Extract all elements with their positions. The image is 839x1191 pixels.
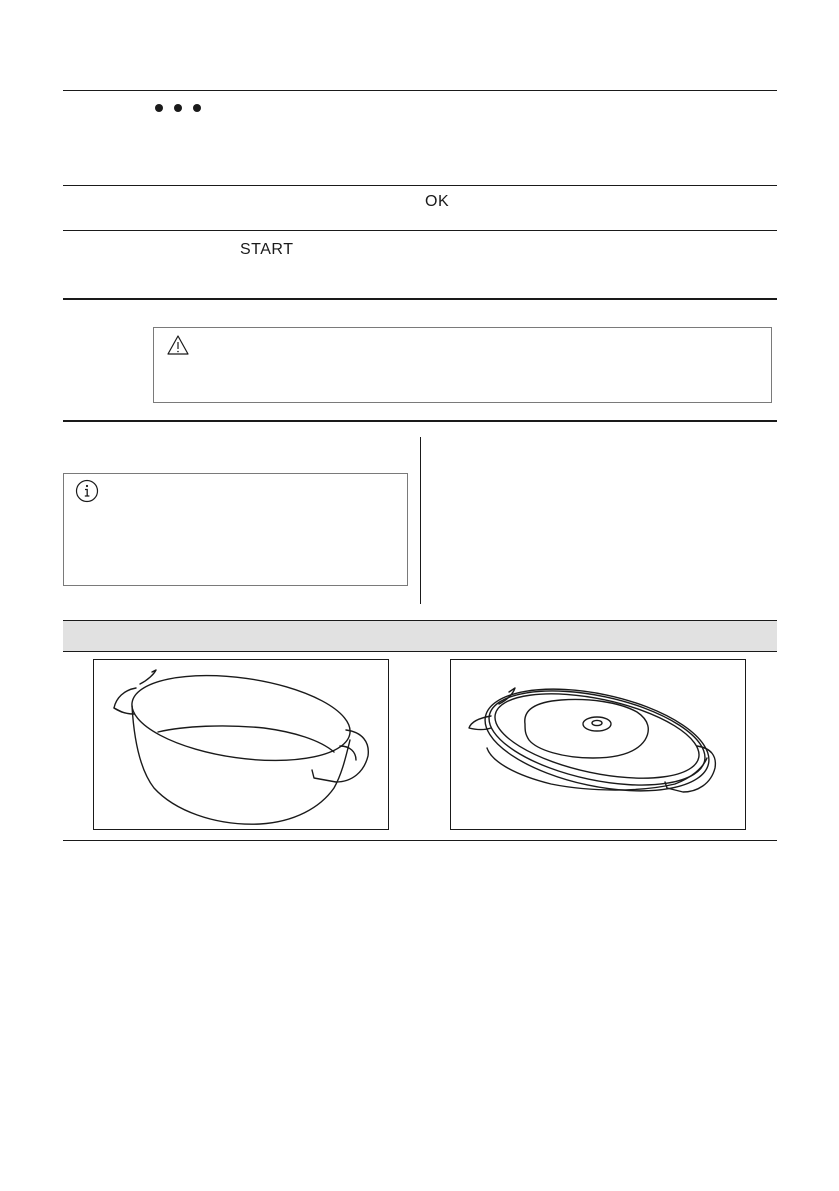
- warning-box: [153, 327, 772, 403]
- start-label: START: [240, 241, 294, 258]
- roasting-dish-image: [93, 659, 389, 830]
- table-header-row: [63, 621, 777, 651]
- dish-lid-image: [450, 659, 746, 830]
- ok-label: OK: [425, 193, 450, 210]
- table-header-rule: [63, 651, 777, 652]
- section-divider-2: [63, 420, 777, 422]
- warning-triangle-icon: [166, 334, 190, 356]
- info-circle-icon: [74, 478, 100, 504]
- column-separator: [420, 437, 421, 604]
- row-divider-1: [63, 185, 777, 186]
- info-box: [63, 473, 408, 586]
- table-bottom-rule: [63, 840, 777, 841]
- oval-dish-lid-icon: [451, 660, 745, 829]
- top-page-rule: [63, 90, 777, 91]
- section-divider-1: [63, 298, 777, 300]
- three-dots-icon: [155, 102, 205, 114]
- row-divider-2: [63, 230, 777, 231]
- oval-roasting-dish-icon: [94, 660, 388, 829]
